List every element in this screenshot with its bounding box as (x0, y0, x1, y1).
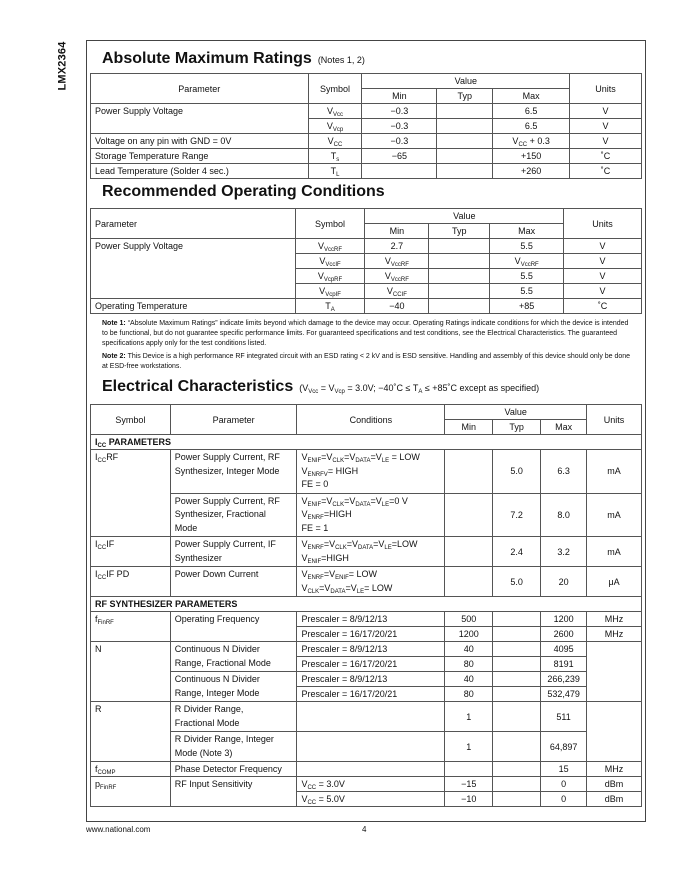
amr-h-value: Value (362, 74, 570, 89)
amr-units: ˚C (570, 164, 642, 179)
ec-h-units: Units (587, 405, 642, 435)
table-row (91, 777, 642, 792)
ec-table (90, 404, 642, 807)
roc-h-symbol: Symbol (295, 209, 365, 239)
roc-min: 2.7 (365, 239, 429, 254)
roc-min: $V_{VccRF}$ (365, 269, 429, 284)
table-row (91, 642, 642, 657)
ec-typ: 5.0 (493, 450, 541, 494)
ec-param: Power Supply Current, RF Synthesizer, Fractional Mode (170, 493, 297, 537)
roc-h-parameter: Parameter (91, 209, 296, 239)
roc-table (90, 208, 642, 314)
roc-title: Recommended Operating Conditions (102, 183, 385, 200)
table-row (91, 164, 642, 179)
amr-typ (437, 134, 493, 149)
amr-min: −0.3 (362, 134, 437, 149)
ec-units: dBm (587, 792, 642, 807)
roc-h-units: Units (564, 209, 642, 239)
ec-param: Phase Detector Frequency (170, 762, 297, 777)
amr-param: Voltage on any pin with GND = 0V (91, 134, 309, 149)
ec-max: 3.2 (541, 537, 587, 567)
ec-max: 2600 (541, 627, 587, 642)
ec-min: 80 (445, 657, 493, 672)
amr-min: −0.3 (362, 119, 437, 134)
ec-units: μA (587, 567, 642, 597)
table-row (91, 299, 642, 314)
amr-typ (437, 119, 493, 134)
amr-h-parameter: Parameter (91, 74, 309, 104)
amr-title: Absolute Maximum Ratings (Notes 1, 2) (102, 50, 365, 67)
roc-units: V (564, 284, 642, 299)
ec-cond: Prescaler = 16/17/20/21 (297, 687, 445, 702)
ec-h-typ: Typ (493, 420, 541, 435)
ec-param: Power Down Current (170, 567, 297, 597)
roc-units: ˚C (564, 299, 642, 314)
ec-cond: $V_{ENRF}=V_{CLK}=V_{DATA}=V_{LE}=LOW$ $V_{ENIF}=HIGH$ (297, 537, 445, 567)
roc-param: Operating Temperature (91, 299, 296, 314)
roc-sym: $T_A$ (295, 299, 365, 314)
note-1: Note 1: “Absolute Maximum Ratings” indicate limits beyond which damage to the device may occur. Operating Ratings indicate conditions for which the device is intended to be functional, but do not guarantee specific performance limits. For guaranteed specifications and test conditions, see the Electrical Characteristics. The guaranteed specifications apply only for the test conditions listed. (102, 320, 629, 347)
amr-h-max: Max (493, 89, 570, 104)
ec-cond: Prescaler = 16/17/20/21 (297, 657, 445, 672)
amr-table (90, 73, 642, 179)
ec-sym: $I_{CC}IF$ PD (91, 567, 171, 597)
amr-units: V (570, 104, 642, 119)
ec-section-icc: $I_{CC}$ PARAMETERS (91, 435, 642, 450)
roc-max: 5.5 (490, 269, 564, 284)
ec-sym: $f_{FinRF}$ (91, 612, 171, 642)
ec-max: 6.3 (541, 450, 587, 494)
roc-min: −40 (365, 299, 429, 314)
footer-page-number: 4 (362, 825, 367, 834)
side-part-label: LMX2364 (56, 41, 69, 91)
roc-units: V (564, 254, 642, 269)
ec-section-rf: RF SYNTHESIZER PARAMETERS (91, 597, 642, 612)
roc-typ (429, 239, 490, 254)
ec-units: mA (587, 537, 642, 567)
amr-h-typ: Typ (437, 89, 493, 104)
amr-max: +260 (493, 164, 570, 179)
ec-typ: 5.0 (493, 567, 541, 597)
amr-h-symbol: Symbol (308, 74, 362, 104)
roc-units: V (564, 269, 642, 284)
ec-conditions: ($V_{Vcc} = V_{Vcp} = 3.0V$; −40˚C ≤ $T_A$ ≤ +85˚C except as specified) (299, 383, 540, 395)
amr-h-min: Min (362, 89, 437, 104)
footer-site[interactable]: www.national.com (86, 825, 151, 834)
amr-param: Power Supply Voltage (91, 104, 309, 134)
amr-sym: $T_L$ (308, 164, 362, 179)
ec-max: 15 (541, 762, 587, 777)
table-row (91, 612, 642, 627)
table-row (91, 567, 642, 597)
ec-cond: $V_{ENRF}=V_{ENIF}=$ LOW $V_{CLK}=V_{DATA}=V_{LE}=$ LOW (297, 567, 445, 597)
ec-max: 64,897 (541, 732, 587, 762)
table-row (91, 493, 642, 537)
ec-sym: $f_{COMP}$ (91, 762, 171, 777)
roc-h-max: Max (490, 224, 564, 239)
amr-units: V (570, 119, 642, 134)
roc-h-min: Min (365, 224, 429, 239)
roc-max: $V_{VccRF}$ (490, 254, 564, 269)
amr-units: ˚C (570, 149, 642, 164)
ec-min: 40 (445, 642, 493, 657)
amr-typ (437, 164, 493, 179)
ec-title: Electrical Characteristics ($V_{Vcc} = V_{Vcp} = 3.0V$; −40˚C ≤ $T_A$ ≤ +85˚C except as specified) (102, 378, 540, 395)
ec-cond: Prescaler = 8/9/12/13 (297, 672, 445, 687)
ec-min: 1200 (445, 627, 493, 642)
ec-max: 0 (541, 777, 587, 792)
ec-min: 80 (445, 687, 493, 702)
roc-sym: $V_{VccIF}$ (295, 254, 365, 269)
ec-param: R Divider Range, Integer Mode (Note 3) (170, 732, 297, 762)
ec-sym: N (91, 642, 171, 702)
ec-sym: $p_{FinRF}$ (91, 777, 171, 807)
roc-typ (429, 269, 490, 284)
amr-typ (437, 104, 493, 119)
ec-cond: $V_{CC} = 3.0V$ (297, 777, 445, 792)
roc-sym: $V_{VcpRF}$ (295, 269, 365, 284)
ec-h-min: Min (445, 420, 493, 435)
ec-cond: $V_{ENIF}=V_{CLK}=V_{DATA}=V_{LE}=0$ V $V_{ENRF}=HIGH$ FE = 1 (297, 493, 445, 537)
ec-cond: $V_{CC} = 5.0V$ (297, 792, 445, 807)
table-row (91, 450, 642, 494)
roc-max: 5.5 (490, 239, 564, 254)
ec-h-conditions: Conditions (297, 405, 445, 435)
ec-max: 511 (541, 702, 587, 732)
ec-units: mA (587, 493, 642, 537)
roc-min: $V_{CCIF}$ (365, 284, 429, 299)
ec-param: Power Supply Current, RF Synthesizer, Integer Mode (170, 450, 297, 494)
ec-max: 4095 (541, 642, 587, 657)
ec-units: MHz (587, 612, 642, 627)
ec-min: 500 (445, 612, 493, 627)
table-row (91, 762, 642, 777)
roc-max: +85 (490, 299, 564, 314)
ec-cond: $V_{ENIF}=V_{CLK}=V_{DATA}=V_{LE}$ = LOW $V_{ENRFV}=$ HIGH FE = 0 (297, 450, 445, 494)
ec-units: mA (587, 450, 642, 494)
amr-max: +150 (493, 149, 570, 164)
ec-param: Power Supply Current, IF Synthesizer (170, 537, 297, 567)
amr-typ (437, 149, 493, 164)
amr-max: 6.5 (493, 104, 570, 119)
roc-sym: $V_{VccRF}$ (295, 239, 365, 254)
roc-h-value: Value (365, 209, 564, 224)
roc-min: $V_{VccRF}$ (365, 254, 429, 269)
table-row (91, 239, 642, 254)
roc-units: V (564, 239, 642, 254)
table-row (91, 134, 642, 149)
ec-max: 8.0 (541, 493, 587, 537)
ec-min: −10 (445, 792, 493, 807)
ec-max: 20 (541, 567, 587, 597)
amr-max: $V_{CC} + 0.3$ (493, 134, 570, 149)
amr-sym: $V_{Vcc}$ (308, 104, 362, 119)
ec-sym: R (91, 702, 171, 762)
ec-min: 40 (445, 672, 493, 687)
amr-min: −0.3 (362, 104, 437, 119)
ec-max: 1200 (541, 612, 587, 627)
ec-typ: 2.4 (493, 537, 541, 567)
ec-cond: Prescaler = 8/9/12/13 (297, 612, 445, 627)
ec-h-value: Value (445, 405, 587, 420)
ec-max: 266,239 (541, 672, 587, 687)
notes (102, 319, 632, 375)
amr-sym: $V_{Vcp}$ (308, 119, 362, 134)
ec-param: Operating Frequency (170, 612, 297, 642)
roc-sym: $V_{VcpIF}$ (295, 284, 365, 299)
ec-min: −15 (445, 777, 493, 792)
table-row (91, 702, 642, 732)
roc-typ (429, 284, 490, 299)
ec-max: 0 (541, 792, 587, 807)
note-2: Note 2: This Device is a high performance RF integrated circuit with an ESD rating < 2 kV and is ESD sensitive. Handling and assembly of this device should only be done at ESD-free workstations. (102, 353, 631, 370)
amr-param: Lead Temperature (Solder 4 sec.) (91, 164, 309, 179)
ec-h-parameter: Parameter (170, 405, 297, 435)
amr-param: Storage Temperature Range (91, 149, 309, 164)
roc-h-typ: Typ (429, 224, 490, 239)
amr-min (362, 164, 437, 179)
ec-units: dBm (587, 777, 642, 792)
amr-units: V (570, 134, 642, 149)
ec-param: Continuous N Divider Range, Integer Mode (170, 672, 297, 702)
amr-notes-ref: (Notes 1, 2) (317, 55, 365, 65)
ec-sym: $I_{CC}IF$ (91, 537, 171, 567)
ec-param: Continuous N Divider Range, Fractional Mode (170, 642, 297, 672)
ec-sym: $I_{CC}RF$ (91, 450, 171, 537)
roc-param: Power Supply Voltage (91, 239, 296, 299)
ec-param: RF Input Sensitivity (170, 777, 297, 807)
roc-typ (429, 299, 490, 314)
roc-max: 5.5 (490, 284, 564, 299)
ec-param: R Divider Range, Fractional Mode (170, 702, 297, 732)
table-row (91, 104, 642, 119)
table-row (91, 732, 642, 762)
roc-typ (429, 254, 490, 269)
table-row (91, 672, 642, 687)
amr-h-units: Units (570, 74, 642, 104)
ec-max: 532,479 (541, 687, 587, 702)
ec-cond: Prescaler = 8/9/12/13 (297, 642, 445, 657)
table-row (91, 537, 642, 567)
ec-h-max: Max (541, 420, 587, 435)
amr-sym: $V_{CC}$ (308, 134, 362, 149)
amr-max: 6.5 (493, 119, 570, 134)
ec-typ: 7.2 (493, 493, 541, 537)
amr-min: −65 (362, 149, 437, 164)
ec-h-symbol: Symbol (91, 405, 171, 435)
ec-cond: Prescaler = 16/17/20/21 (297, 627, 445, 642)
table-row (91, 149, 642, 164)
ec-units: MHz (587, 762, 642, 777)
amr-sym: $T_s$ (308, 149, 362, 164)
ec-max: 8191 (541, 657, 587, 672)
ec-min: 1 (445, 732, 493, 762)
ec-min: 1 (445, 702, 493, 732)
ec-units: MHz (587, 627, 642, 642)
